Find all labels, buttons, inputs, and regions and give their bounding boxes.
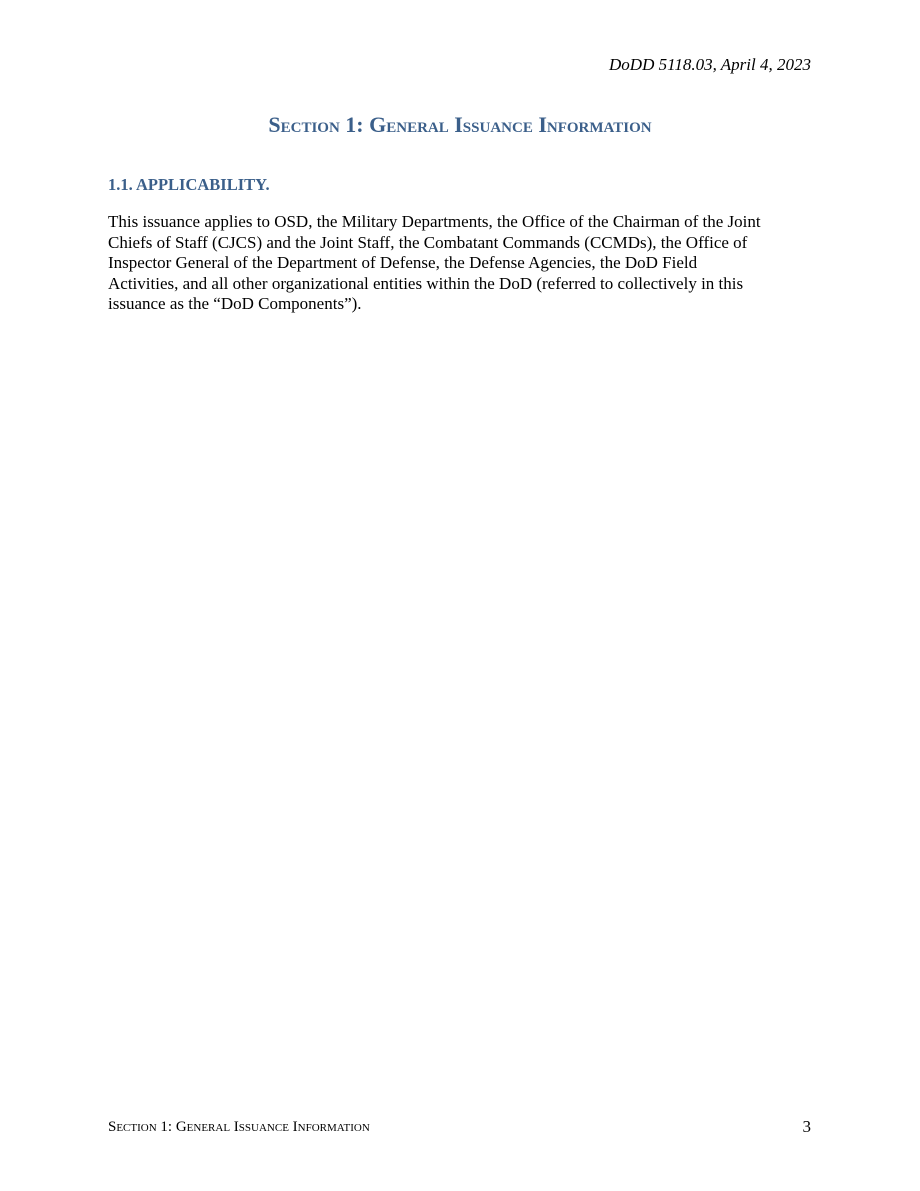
body-line: This issuance applies to OSD, the Military Departments, the Office of the Chairman of the Joint [108, 212, 761, 231]
body-line: Activities, and all other organizational entities within the DoD (referred to collectively in this [108, 273, 744, 293]
paragraph-body [108, 212, 813, 315]
page-number: 3 [802, 1117, 811, 1136]
footer-section-label: Section 1: General Issuance Information [108, 1119, 370, 1135]
running-header: DoDD 5118.03, April 4, 2023 [609, 55, 811, 74]
body-line: issuance as the “DoD Components”). [108, 294, 362, 314]
body-line: Inspector General of the Department of Defense, the Defense Agencies, the DoD Field [108, 253, 698, 273]
section-title: Section 1: General Issuance Information [268, 112, 652, 137]
paragraph-heading: 1.1. APPLICABILITY. [108, 175, 270, 194]
body-line: Chiefs of Staff (CJCS) and the Joint Staff, the Combatant Commands (CCMDs), the Office of [108, 232, 748, 252]
